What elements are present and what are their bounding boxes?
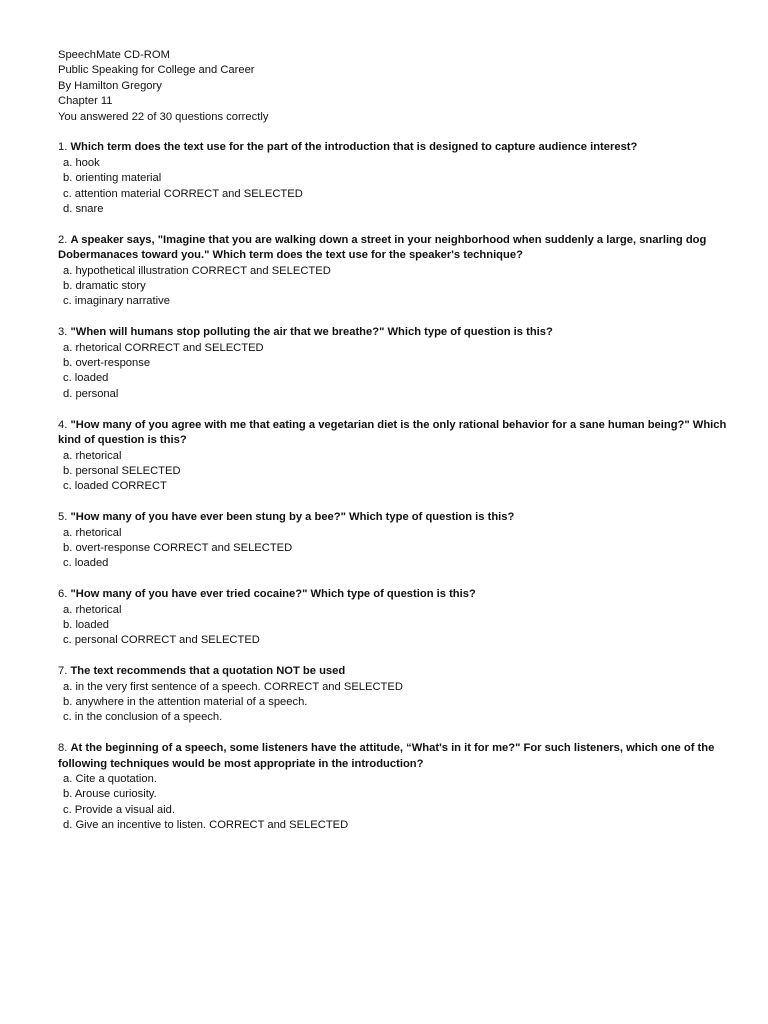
- question-number: 4.: [58, 418, 68, 431]
- answer-option: c. imaginary narrative: [63, 295, 170, 308]
- answer-options: [58, 526, 748, 572]
- answer-option: b. overt-response CORRECT and SELECTED: [63, 541, 293, 554]
- answer-options: [58, 603, 748, 649]
- answer-option: c. Provide a visual aid.: [63, 803, 175, 816]
- document-header: [58, 48, 748, 125]
- answer-options: [58, 341, 748, 403]
- question-text: [58, 587, 748, 602]
- answer-options: [58, 449, 748, 495]
- question-text: [58, 418, 748, 449]
- answer-option: d. snare: [63, 203, 104, 216]
- chapter-label: Chapter 11: [58, 95, 113, 108]
- question-prompt: "How many of you have ever tried cocaine?" Which type of question is this?: [70, 588, 476, 601]
- answer-option: c. attention material CORRECT and SELECTED: [63, 187, 303, 200]
- question-number: 8.: [58, 742, 68, 755]
- book-author: By Hamilton Gregory: [58, 79, 162, 92]
- answer-option: c. personal CORRECT and SELECTED: [63, 634, 260, 647]
- question-text: [58, 325, 748, 340]
- score-summary: You answered 22 of 30 questions correctly: [58, 110, 269, 123]
- answer-option: a. hypothetical illustration CORRECT and SELECTED: [63, 264, 331, 277]
- question-text: [58, 140, 748, 155]
- answer-option: a. in the very first sentence of a speech. CORRECT and SELECTED: [63, 680, 403, 693]
- answer-option: b. dramatic story: [63, 280, 146, 293]
- answer-options: [58, 156, 748, 218]
- product-title: SpeechMate CD-ROM: [58, 49, 170, 61]
- question-prompt: A speaker says, "Imagine that you are walking down a street in your neighborhood when suddenly a large, snarling dog Dobermanaces toward you." Which term does the text use for the speaker's technique?: [58, 233, 707, 262]
- answer-option: c. loaded: [63, 372, 109, 385]
- question-prompt: "When will humans stop polluting the air that we breathe?" Which type of question is this?: [70, 326, 553, 339]
- answer-option: a. rhetorical: [63, 603, 122, 616]
- answer-option: c. in the conclusion of a speech.: [63, 711, 223, 724]
- question-text: [58, 664, 748, 679]
- answer-option: a. rhetorical: [63, 449, 122, 462]
- answer-option: b. overt-response: [63, 357, 151, 370]
- quiz-results-document: [58, 48, 748, 834]
- answer-option: a. hook: [63, 156, 100, 169]
- book-title: Public Speaking for College and Career: [58, 64, 255, 77]
- question-number: 1.: [58, 141, 68, 154]
- answer-options: [58, 772, 748, 834]
- answer-option: a. rhetorical: [63, 526, 122, 539]
- question-4: [58, 418, 748, 495]
- answer-option: b. Arouse curiosity.: [63, 788, 157, 801]
- answer-option: d. Give an incentive to listen. CORRECT and SELECTED: [63, 819, 349, 832]
- answer-option: c. loaded: [63, 557, 109, 570]
- question-number: 5.: [58, 511, 68, 524]
- answer-option: a. Cite a quotation.: [63, 772, 157, 785]
- question-number: 2.: [58, 233, 68, 246]
- question-6: [58, 587, 748, 649]
- question-number: 7.: [58, 665, 68, 678]
- question-8: [58, 741, 748, 833]
- answer-option: a. rhetorical CORRECT and SELECTED: [63, 341, 264, 354]
- answer-option: b. personal SELECTED: [63, 464, 181, 477]
- question-prompt: At the beginning of a speech, some listeners have the attitude, “What's in it for me?" For such listeners, which one of the following techniques would be most appropriate in the introduction?: [58, 742, 715, 770]
- answer-options: [58, 680, 748, 726]
- question-text: [58, 741, 748, 772]
- answer-option: b. loaded: [63, 618, 110, 631]
- question-3: [58, 325, 748, 402]
- question-text: [58, 510, 748, 525]
- question-7: [58, 664, 748, 726]
- question-text: [58, 233, 748, 264]
- question-prompt: The text recommends that a quotation NOT be used: [70, 665, 346, 678]
- question-prompt: Which term does the text use for the part of the introduction that is designed to capture audience interest?: [70, 141, 638, 154]
- question-number: 6.: [58, 588, 68, 601]
- answer-option: b. orienting material: [63, 172, 162, 185]
- answer-options: [58, 264, 748, 310]
- question-2: [58, 233, 748, 310]
- answer-option: d. personal: [63, 387, 119, 400]
- question-prompt: "How many of you have ever been stung by a bee?" Which type of question is this?: [70, 511, 515, 524]
- answer-option: b. anywhere in the attention material of a speech.: [63, 695, 308, 708]
- question-5: [58, 510, 748, 572]
- question-prompt: "How many of you agree with me that eating a vegetarian diet is the only rational behavior for a sane human being?" Which kind of question is this?: [58, 418, 727, 447]
- question-1: [58, 140, 748, 217]
- question-number: 3.: [58, 326, 68, 339]
- answer-option: c. loaded CORRECT: [63, 480, 167, 493]
